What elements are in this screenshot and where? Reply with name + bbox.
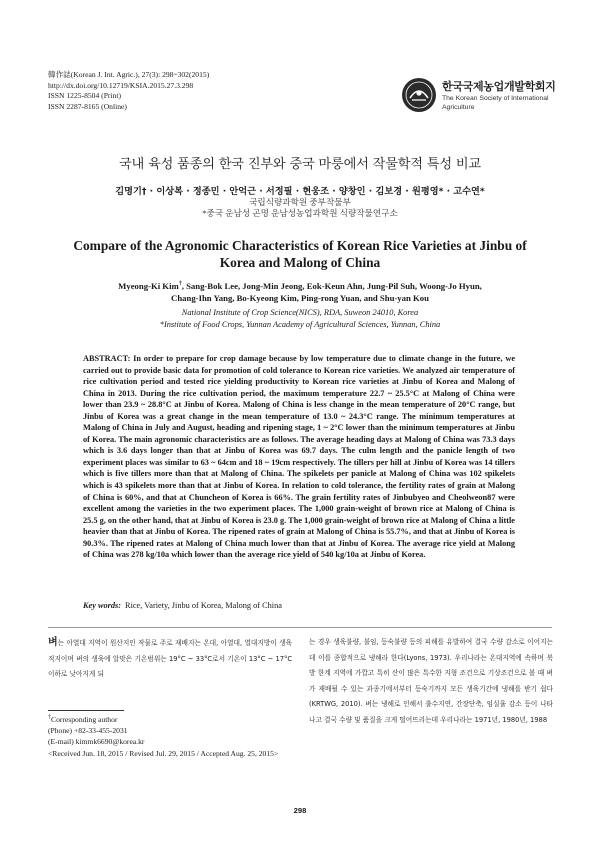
korean-affiliation-2: *중국 운남성 곤명 운남성농업과학원 식량작물연구소 [202, 208, 398, 218]
english-authors-line-1 [60, 281, 540, 293]
english-affiliations [60, 307, 540, 330]
body-left-text: 는 아열대 지역이 원산지인 작물로 주로 재배지는 온대, 아열대, 열대지방이 생육적지이며 벼의 생육에 알맞은 기온범위는 19°C ~ 33°C로서 기온이 13°C ~ 17°C이하로 낮아지게 되 [48, 639, 292, 679]
korean-affiliation-1: 국립식량과학원 중부작물부 [249, 197, 351, 207]
corresponding-label: Corresponding author [51, 715, 118, 724]
society-seal-icon [402, 78, 436, 112]
corresponding-author-line: †Corresponding author [48, 714, 118, 724]
body-right-text: 는 경우 생육불량, 불임, 등숙불량 등의 피해를 유발하여 결국 수량 감소로 이어지는데 이를 종합적으로 냉해라 한다(Lyons, 1973). 우리나라는 온대지역에 속하며 북방 한계 지역에 가깝고 특히 산이 많은 특수한 지형 조건으로 기상조건으로 볼 때 벼가 재배될 수 있는 과종기에서부터 등숙기까지 모든 생육기간에 냉해를 받기 쉽다(KRTWG, 2010). 벼는 냉해로 인해서 출수지연, 간장단축, 임실율 감소 등이 나타나고 결국 수량 및 품질을 크게 떨어뜨리는데 우리나라는 1971년, 1980년, 1988 [309, 638, 553, 724]
english-affiliation-2: *Institute of Food Crops, Yunnan Academy of Agricultural Sciences, Yunnan, China [159, 319, 441, 329]
korean-authors: 김명기† · 이상복 · 정종민 · 안억근 · 서정필 · 현웅조 · 양창인 · 김보경 · 원평영* · 고수연* [115, 186, 485, 197]
body-column-right [309, 635, 553, 781]
section-divider [48, 627, 552, 628]
first-author: Myeong-Ki Kim [118, 281, 179, 291]
page-number: 298 [293, 806, 307, 815]
english-title: Compare of the Agronomic Characteristics of Korean Rice Varieties at Jinbu of Korea and Malong of China [73, 238, 527, 270]
journal-meta [48, 70, 209, 112]
body-column-left [48, 635, 292, 687]
dagger-mark: † [178, 281, 182, 288]
society-korean-name: 한국국제농업개발학회지 [442, 80, 556, 93]
english-authors [60, 281, 540, 304]
journal-citation: 韓作誌(Korean J. Int. Agric.), 27(3): 298~302(2015) [48, 70, 210, 79]
korean-affiliations [0, 197, 600, 219]
received-dates: <Received Jun. 18, 2015 / Revised Jul. 29, 2015 / Accepted Aug. 25, 2015> [48, 748, 279, 758]
keywords-label: Key words: [83, 601, 122, 610]
footnote [48, 714, 298, 759]
korean-title: 국내 육성 품종의 한국 진부와 중국 마룽에서 작물학적 특성 비교 [119, 157, 481, 172]
society-english-name: The Korean Society of International Agriculture [442, 95, 549, 111]
society-block [402, 76, 567, 126]
keywords-list: Rice, Variety, Jinbu of Korea, Malong of China [125, 601, 282, 610]
issn-print: ISSN 1225-8504 (Print) [48, 91, 121, 101]
phone-line: (Phone) +82-33-455-2031 [48, 726, 128, 736]
doi-link[interactable]: http://dx.doi.org/10.12719/KSIA.2015.27.3.298 [48, 80, 194, 90]
footnote-divider [48, 710, 124, 711]
english-affiliation-1: National Institute of Crop Science(NICS), RDA, Suweon 24010, Korea [181, 308, 419, 317]
drop-cap: 벼 [48, 637, 58, 648]
keywords [83, 601, 515, 610]
issn-online: ISSN 2287-8165 (Online) [48, 101, 127, 111]
english-authors-line-2: Chang-Ihn Yang, Bo-Kyeong Kim, Ping-rong Yuan, and Shu-yan Kou [171, 292, 429, 303]
abstract: ABSTRACT: In order to prepare for crop damage because by low temperature due to climate change in the future, we carried out to provide basic data for promotion of cold tolerance to Korean rice varieties. We analyzed air temperature of rice cultivation period and tested rice yielding productivity to Korean rice varieties at Jinbu of Korea and Malong of China in 2013. During the rice cultivation period, the maximum temperature 22.7 ~ 25.5°C at Malong of China were lower than 23.9 ~ 28.8°C at Jinbu of Korea. Malong of China is less change in the mean temperature of 20°C range, but Jinbu of Korea was a great change in the mean temperature of 13.0 ~ 24.3°C range. The minimum temperatures at Malong of China in July and August, heading and ripening stage, 1 ~ 2°C lower than the minimum temperatures at Jinbu of Korea. The main agronomic characteristics are as follows. The average heading days at Malong of China was 73.3 days which is 3.6 days longer than that at Jinbu of Korea was 69.7 days. The culm length and the panicle length of two experiment places was similar to 63 ~ 64cm and 18 ~ 19cm respectively. The tillers per hill at Jinbu of Korea was 14 tillers which is five tillers more than that at Malong of China. The spikelets per panicle at Malong of China was 102 spikelets which is 43 spikelets more than that at Jinbu of Korea. In relation to cold tolerance, the fertility rates of grain at Malong of China is 60%, and that at Chuncheon of Korea is 66%. The grain fertility rates of Jinbubyeo and Cheolweon87 were excellent among the varieties in the two experiment places. The 1,000 grain-weight of brown rice at Malong of China is 25.5 g, on the other hand, that at Jinbu of Korea is 23.0 g. The 1,000 grain-weight of brown rice at Malong of China a little heavier than that at Jinbu of Korea. The ripened rates of grain at Malong of China is 55.7%, and that at Jinbu of Korea is 90.3%. The ripened rates at Malong of China much lower than that at Jinbu of Korea. The average rice yield at Malong of China was 278 kg/10a which lower than the average rice yield of 540 kg/10a at Jinbu of Korea. [83, 354, 515, 560]
email-line[interactable]: (E-mail) kimmk6690@korea.kr [48, 737, 145, 747]
coauthors-line-1: , Sang-Bok Lee, Jong-Min Jeong, Eok-Keun Ahn, Jung-Pil Suh, Woong-Jo Hyun, [181, 281, 482, 291]
